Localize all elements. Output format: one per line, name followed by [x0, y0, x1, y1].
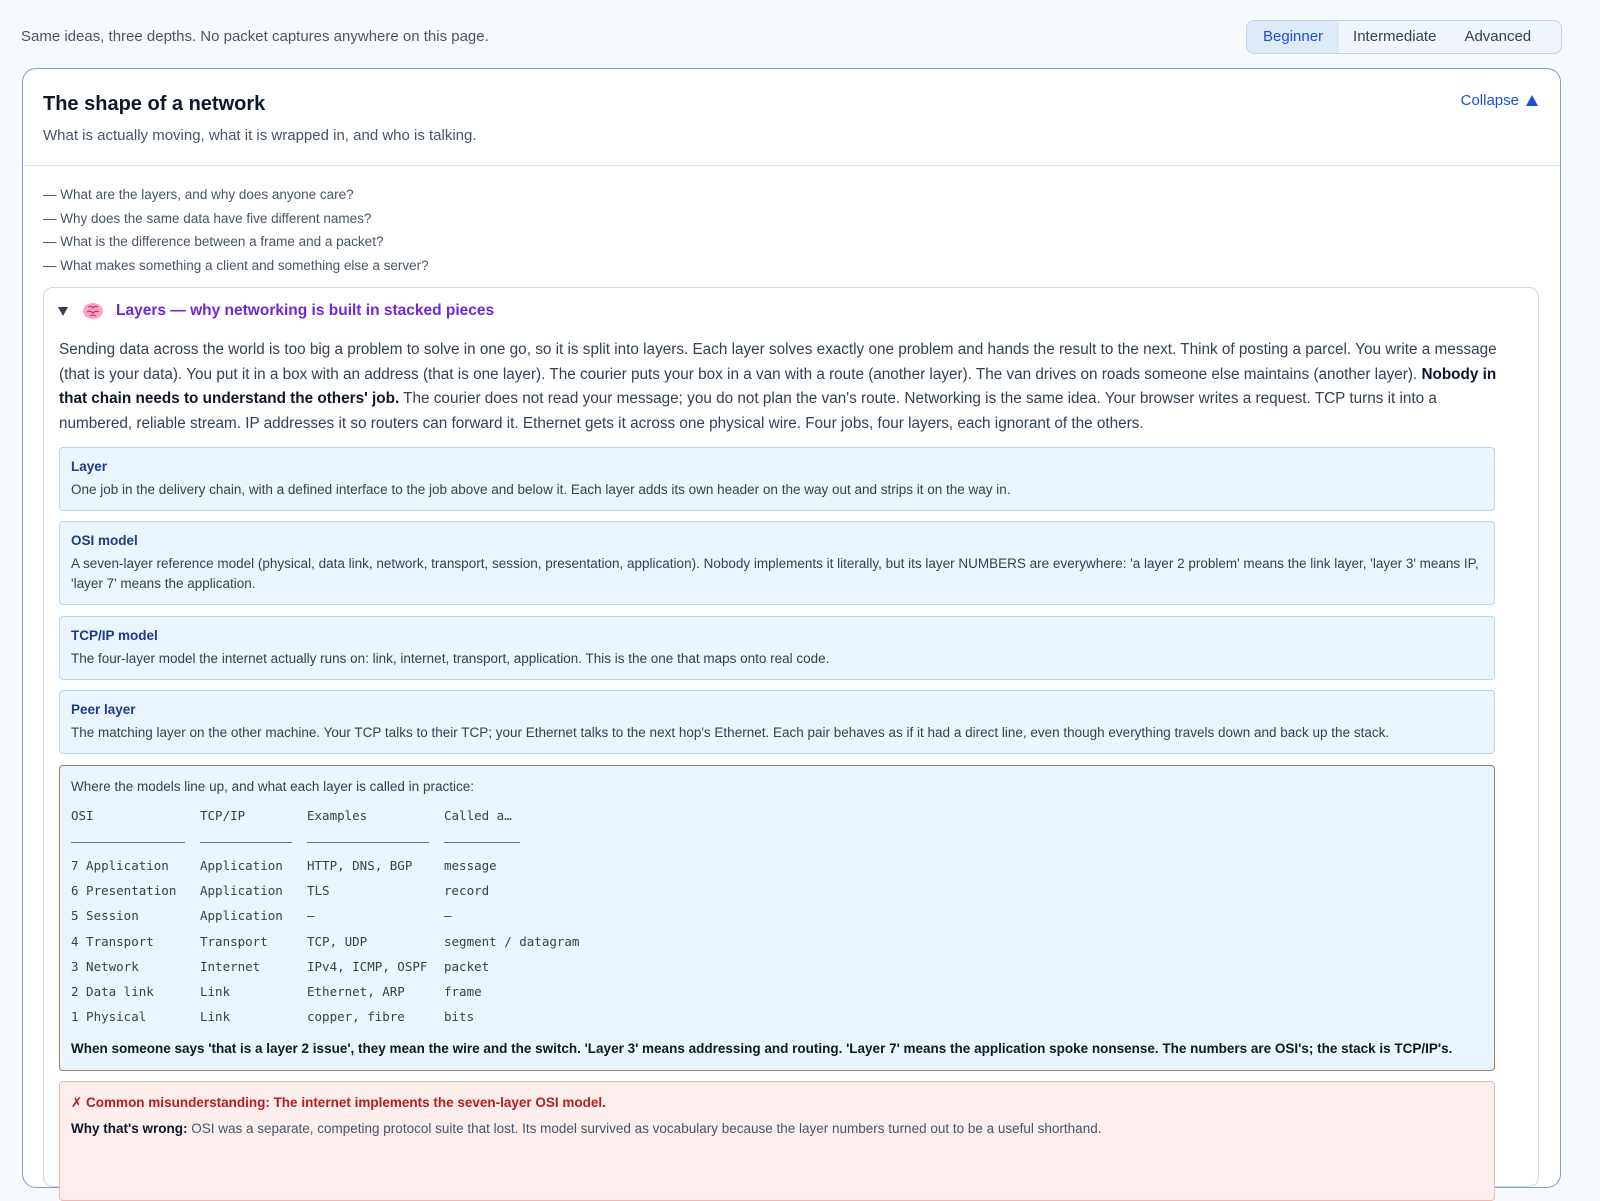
topic-card: [22, 68, 1561, 1188]
table-rule: [307, 842, 429, 843]
level-advanced-tab[interactable]: Advanced: [1464, 28, 1532, 45]
term-definition: The four-layer model the internet actually runs on: link, internet, transport, application. This is the one that maps onto real code.: [71, 651, 830, 666]
table-cell: Application: [200, 883, 283, 898]
intro-text: Same ideas, three depths. No packet captures anywhere on this page.: [21, 28, 489, 45]
table-cell: 4 Transport: [71, 934, 154, 949]
table-cell: record: [444, 883, 490, 898]
table-cell: packet: [444, 959, 490, 974]
question-list: [43, 183, 429, 277]
level-switch: [1246, 20, 1562, 54]
why-label: Why that's wrong:: [71, 1121, 188, 1136]
misconception-heading: ✗ Common misunderstanding: The internet implements the seven-layer OSI model.: [71, 1095, 606, 1110]
section-title: Layers — why networking is built in stacked pieces: [116, 302, 495, 319]
table-header: Examples: [307, 808, 368, 823]
brain-icon: [82, 302, 104, 320]
table-cell: Application: [200, 858, 283, 873]
lead-text: Sending data across the world is too big a problem to solve in one go, so it is split into layers. Each layer solves exactly one problem and hands the result to the next. Think of posting a parcel. You write a message (that is your data). You put it in a box with an address (that is one layer). The courier puts your box in a van with a route (another layer). The van drives on roads someone else maintains (another layer).: [59, 341, 1497, 383]
table-cell: Link: [200, 1009, 231, 1024]
lead-emphasis: Nobody in that chain needs to understand the others' job.: [59, 365, 1497, 408]
collapse-label: Collapse: [1460, 92, 1519, 109]
question-item: — Why does the same data have five different names?: [43, 210, 372, 226]
term-card: [59, 690, 1495, 754]
table-cell: copper, fibre: [307, 1009, 405, 1024]
table-cell: Application: [200, 908, 283, 923]
table-cell: HTTP, DNS, BGP: [307, 858, 413, 873]
table-rule: [444, 842, 520, 843]
table-header: Called a…: [444, 808, 512, 823]
table-cell: 5 Session: [71, 908, 139, 923]
table-rule: [200, 842, 292, 843]
table-cell: segment / datagram: [444, 934, 580, 949]
table-note: When someone says 'that is a layer 2 issue', they mean the wire and the switch. 'Layer 3' means addressing and routing. 'Layer 7' means the application spoke nonsense. The numbers are OSI's; the stack is TCP/IP's.: [71, 1041, 1453, 1056]
term-name: TCP/IP model: [71, 628, 158, 643]
table-header: OSI: [71, 808, 94, 823]
table-cell: —: [307, 908, 315, 923]
term-definition: One job in the delivery chain, with a defined interface to the job above and below it. Each layer adds its own header on the way out and strips it on the way in.: [71, 482, 1011, 497]
collapse-button[interactable]: [1461, 92, 1538, 109]
card-header: [23, 69, 1560, 166]
table-cell: 1 Physical: [71, 1009, 147, 1024]
caret-down-icon: [58, 307, 68, 316]
table-header: TCP/IP: [200, 808, 246, 823]
term-card: [59, 616, 1495, 680]
term-name: OSI model: [71, 533, 138, 548]
term-name: Peer layer: [71, 702, 136, 717]
table-cell: Link: [200, 984, 231, 999]
why-text: OSI was a separate, competing protocol suite that lost. Its model survived as vocabulary because the layer numbers turned out to be a useful shorthand.: [187, 1121, 1102, 1136]
term-definition: The matching layer on the other machine. Your TCP talks to their TCP; your Ethernet talks to the next hop's Ethernet. Each pair behaves as if it had a direct line, even though everything travels down and back up the stack.: [71, 725, 1390, 740]
card-subtitle: What is actually moving, what it is wrapped in, and who is talking.: [43, 127, 477, 144]
table-cell: frame: [444, 984, 482, 999]
top-bar: [0, 0, 1600, 70]
table-caption: Where the models line up, and what each layer is called in practice:: [71, 779, 474, 794]
lead-text: The courier does not read your message; you do not plan the van's route. Networking is the same idea. Your browser writes a request. TCP turns it into a numbered, reliable stream. IP addresses it so routers can forward it. Ethernet gets it across one physical wire. Four jobs, four layers, each ignorant of the others.: [59, 390, 1437, 432]
triangle-up-icon: [1526, 95, 1538, 106]
table-cell: 3 Network: [71, 959, 139, 974]
question-item: — What are the layers, and why does anyone care?: [43, 187, 354, 202]
table-cell: Ethernet, ARP: [307, 984, 405, 999]
question-item: — What is the difference between a frame and a packet?: [43, 234, 384, 250]
table-cell: 2 Data link: [71, 984, 154, 999]
level-intermediate-tab[interactable]: Intermediate: [1353, 28, 1437, 45]
section-lead: [59, 338, 1499, 436]
level-beginner-tab[interactable]: Beginner: [1247, 21, 1339, 53]
misconception-box: [59, 1081, 1495, 1201]
table-rule: [71, 842, 185, 843]
table-rule-row: [71, 832, 591, 852]
card-title: The shape of a network: [43, 93, 266, 115]
table-cell: message: [444, 858, 497, 873]
layers-section: [43, 287, 1539, 1187]
table-cell: Transport: [200, 934, 268, 949]
section-toggle[interactable]: [58, 302, 494, 320]
table-cell: 6 Presentation: [71, 883, 177, 898]
table-cell: Internet: [200, 959, 261, 974]
term-definition: A seven-layer reference model (physical, data link, network, transport, session, presentation, application). Nobody implements it literally, but its layer NUMBERS are everywhere: 'a layer 2 problem' means the link layer, 'layer 3' means IP, 'layer 7' means the application.: [71, 556, 1479, 591]
term-card: [59, 521, 1495, 605]
table-cell: TCP, UDP: [307, 934, 368, 949]
misconception-explanation: [71, 1121, 1101, 1136]
layer-mapping-table: [59, 765, 1495, 1071]
table-cell: —: [444, 908, 452, 923]
table-cell: TLS: [307, 883, 330, 898]
table-cell: bits: [444, 1009, 475, 1024]
table-cell: IPv4, ICMP, OSPF: [307, 959, 428, 974]
term-card: [59, 447, 1495, 511]
table-cell: 7 Application: [71, 858, 169, 873]
question-item: — What makes something a client and something else a server?: [43, 257, 429, 273]
term-name: Layer: [71, 459, 108, 474]
